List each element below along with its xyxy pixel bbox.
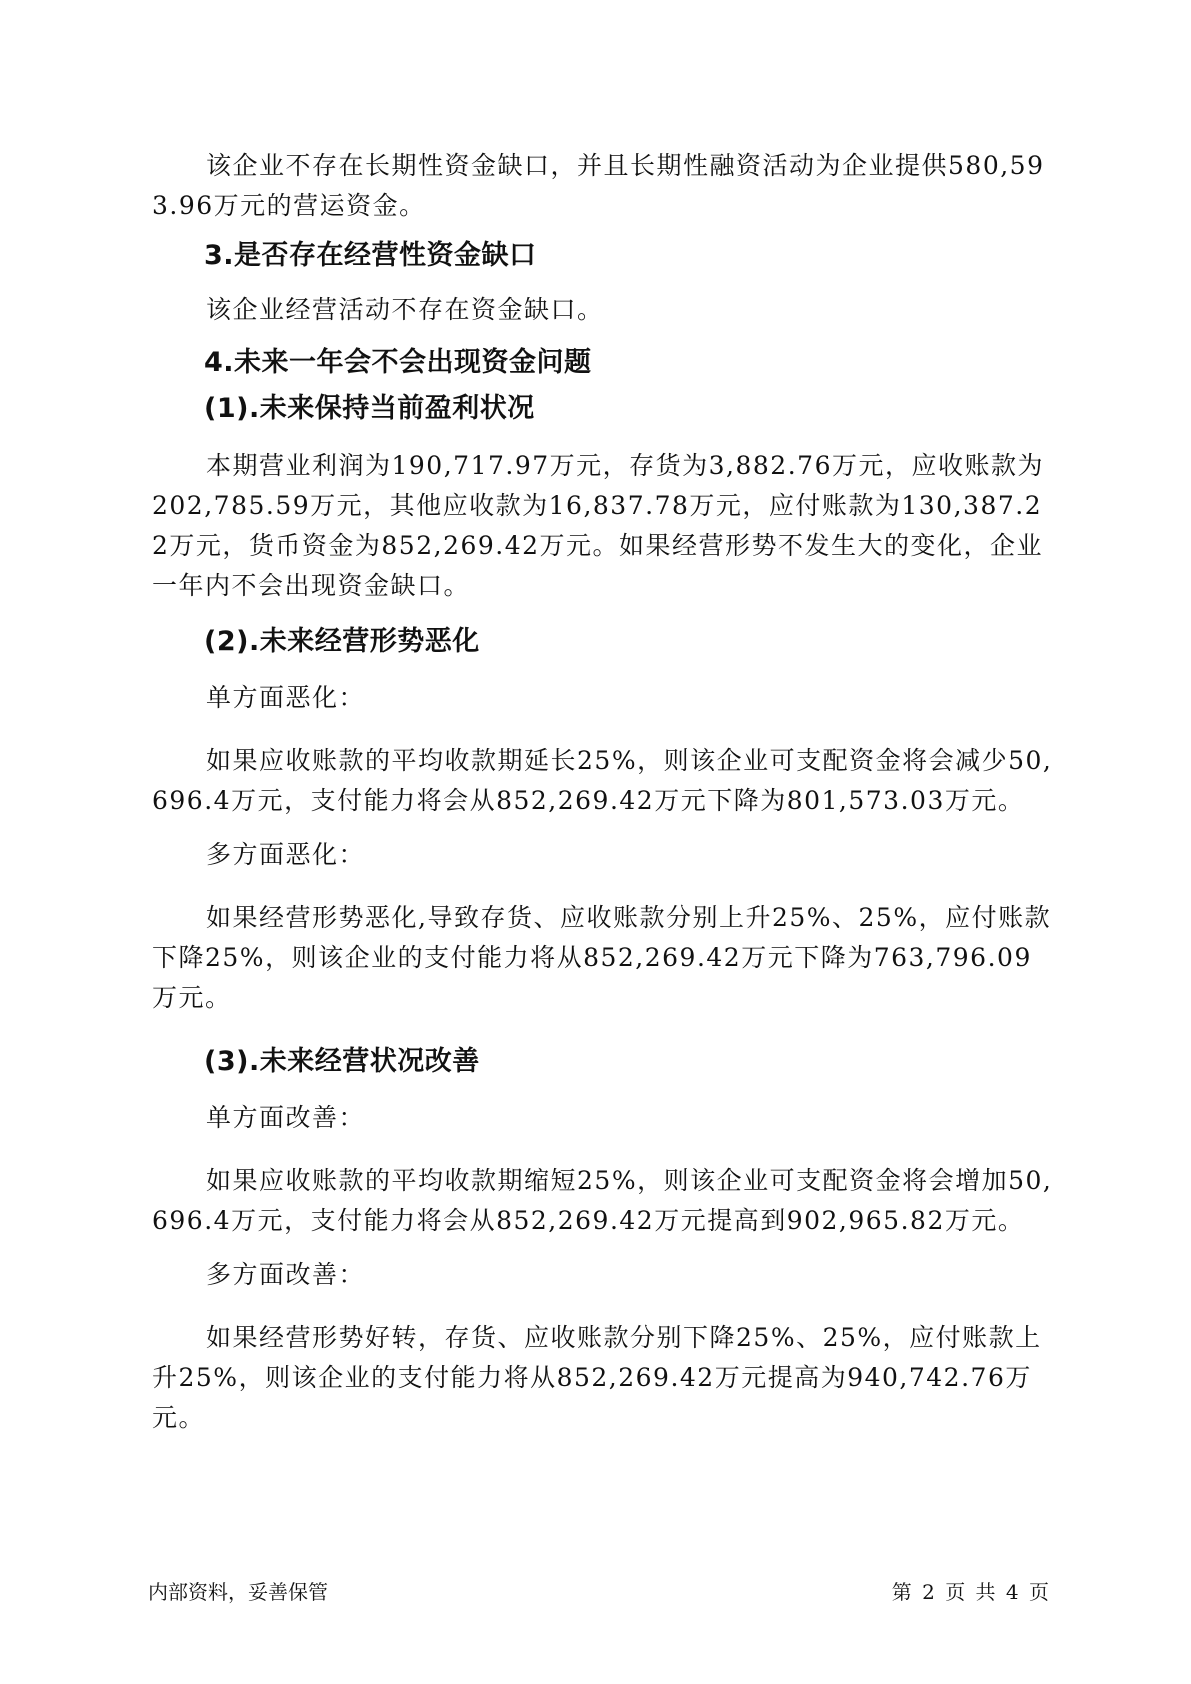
heading-keep-profit: (1).未来保持当前盈利状况: [204, 393, 535, 424]
paragraph-single-improving: 如果应收账款的平均收款期缩短25%，则该企业可支配资金将会增加50,696.4万元，支付能力将会从852,269.42万元提高到902,965.82万元。: [152, 1166, 1053, 1235]
heading-operating-gap: 3.是否存在经营性资金缺口: [204, 240, 537, 271]
paragraph-keep-profit: 本期营业利润为190,717.97万元，存货为3,882.76万元，应收账款为202,785.59万元，其他应收款为16,837.78万元，应付账款为130,387.22万元，货币资金为852,269.42万元。如果经营形势不发生大的变化，企业一年内不会出现资金缺口。: [152, 451, 1044, 600]
footer-confidential-note: 内部资料，妥善保管: [148, 1580, 328, 1604]
heading-next-year: 4.未来一年会不会出现资金问题: [204, 347, 592, 378]
paragraph-multi-improving: 如果经营形势好转，存货、应收账款分别下降25%、25%，应付账款上升25%，则该企业的支付能力将从852,269.42万元提高为940,742.76万元。: [152, 1323, 1042, 1432]
footer-page-number: 第 2 页 共 4 页: [891, 1580, 1049, 1604]
label-multi-improving: 多方面改善：: [206, 1260, 366, 1289]
paragraph-multi-worsening: 如果经营形势恶化,导致存货、应收账款分别上升25%、25%，应付账款下降25%，则该企业的支付能力将从852,269.42万元下降为763,796.09万元。: [152, 903, 1052, 1012]
label-single-improving: 单方面改善：: [206, 1103, 366, 1132]
paragraph-single-worsening: 如果应收账款的平均收款期延长25%，则该企业可支配资金将会减少50,696.4万元，支付能力将会从852,269.42万元下降为801,573.03万元。: [152, 746, 1053, 815]
label-single-worsening: 单方面恶化：: [206, 683, 366, 712]
paragraph-long-term-funding: 该企业不存在长期性资金缺口，并且长期性融资活动为企业提供580,593.96万元的营运资金。: [152, 151, 1045, 220]
heading-improving: (3).未来经营状况改善: [204, 1046, 480, 1077]
label-multi-worsening: 多方面恶化：: [206, 840, 366, 869]
heading-worsening: (2).未来经营形势恶化: [204, 626, 480, 657]
paragraph-operating-gap: 该企业经营活动不存在资金缺口。: [206, 295, 604, 324]
